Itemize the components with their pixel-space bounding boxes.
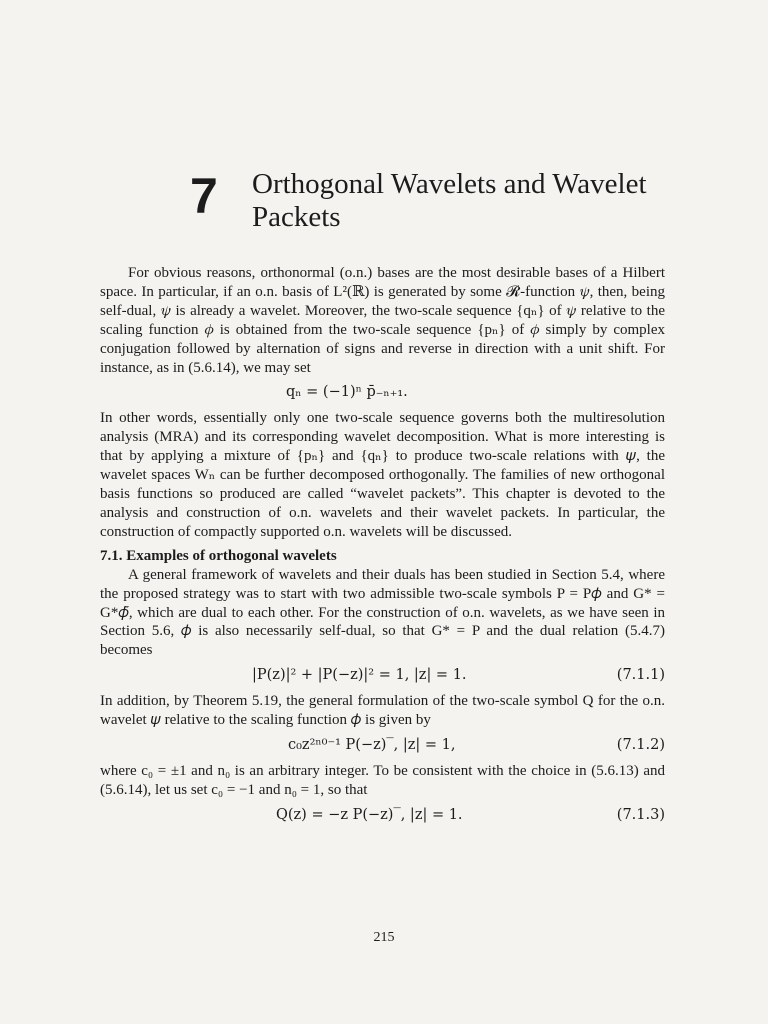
section-paragraph-3: where c₀ = ±1 and n₀ is an arbitrary integer. To be consistent with the choice in (5.6.13) and (5.6.14), let us set c₀ = −1 and n₀ = 1, so that <box>100 763 665 798</box>
equation-7-1-1-math: |P(z)|² + |P(−z)|² = 1, |z| = 1. <box>252 667 467 684</box>
equation-7-1-3 <box>100 805 665 825</box>
equation-7-1-2 <box>100 735 665 755</box>
equation-qn-math: qₙ = (−1)ⁿ p̄₋ₙ₊₁. <box>286 384 408 401</box>
chapter-number: 7 <box>190 168 218 224</box>
equation-7-1-3-math: Q(z) = −z P(−z)‾, |z| = 1. <box>276 806 463 823</box>
body-text <box>100 264 665 832</box>
equation-7-1-2-number: (7.1.2) <box>616 737 665 754</box>
chapter-title: Orthogonal Wavelets and Wavelet Packets <box>252 168 647 233</box>
equation-7-1-3-number: (7.1.3) <box>616 806 665 823</box>
equation-7-1-2-math: c₀z²ⁿ⁰⁻¹ P(−z)‾, |z| = 1, <box>288 737 456 754</box>
section-paragraph-1: A general framework of wavelets and their duals has been studied in Section 5.4, where the proposed strategy was to start with two admissible two-scale symbols P = P𝜙 and G* = G*𝜙̃, which are dual to each other. For the construction of o.n. wavelets, as we have seen in Section 5.6, 𝜙 is also necessarily self-dual, so that G* = P and the dual relation (5.4.7) becomes <box>100 566 665 659</box>
equation-7-1-1-number: (7.1.1) <box>616 667 665 684</box>
intro-paragraph-2: In other words, essentially only one two-scale sequence governs both the multiresolution analysis (MRA) and its corresponding wavelet decomposition. What is more interesting is that by applying a mixture of {pₙ} and {qₙ} to produce two-scale relations with 𝜓, the wavelet spaces Wₙ can be further decomposed orthogonally. The families of new orthogonal basis functions so produced are called “wavelet packets”. This chapter is devoted to the analysis and construction of o.n. wavelets and their wavelet packets. In particular, the construction of compactly supported o.n. wavelets will be discussed. <box>100 410 665 540</box>
equation-7-1-1 <box>100 665 665 685</box>
intro-paragraph-1: For obvious reasons, orthonormal (o.n.) bases are the most desirable bases of a Hilbert space. In particular, if an o.n. basis of L²(ℝ) is generated by some 𝓡-function 𝜓, then, being self-dual, 𝜓 is already a wavelet. Moreover, the two-scale sequence {qₙ} of 𝜓 relative to the scaling function 𝜙 is obtained from the two-scale sequence {pₙ} of 𝜙 simply by complex conjugation followed by alternation of signs and reverse in direction with a unit shift. For instance, as in (5.6.14), we may set <box>100 265 665 376</box>
section-heading: 7.1. Examples of orthogonal wavelets <box>100 547 337 564</box>
section-paragraph-2: In addition, by Theorem 5.19, the general formulation of the two-scale symbol Q for the o.n. wavelet 𝜓 relative to the scaling function 𝜙 is given by <box>100 693 665 729</box>
page-number: 215 <box>373 930 395 945</box>
equation-qn <box>100 382 665 402</box>
